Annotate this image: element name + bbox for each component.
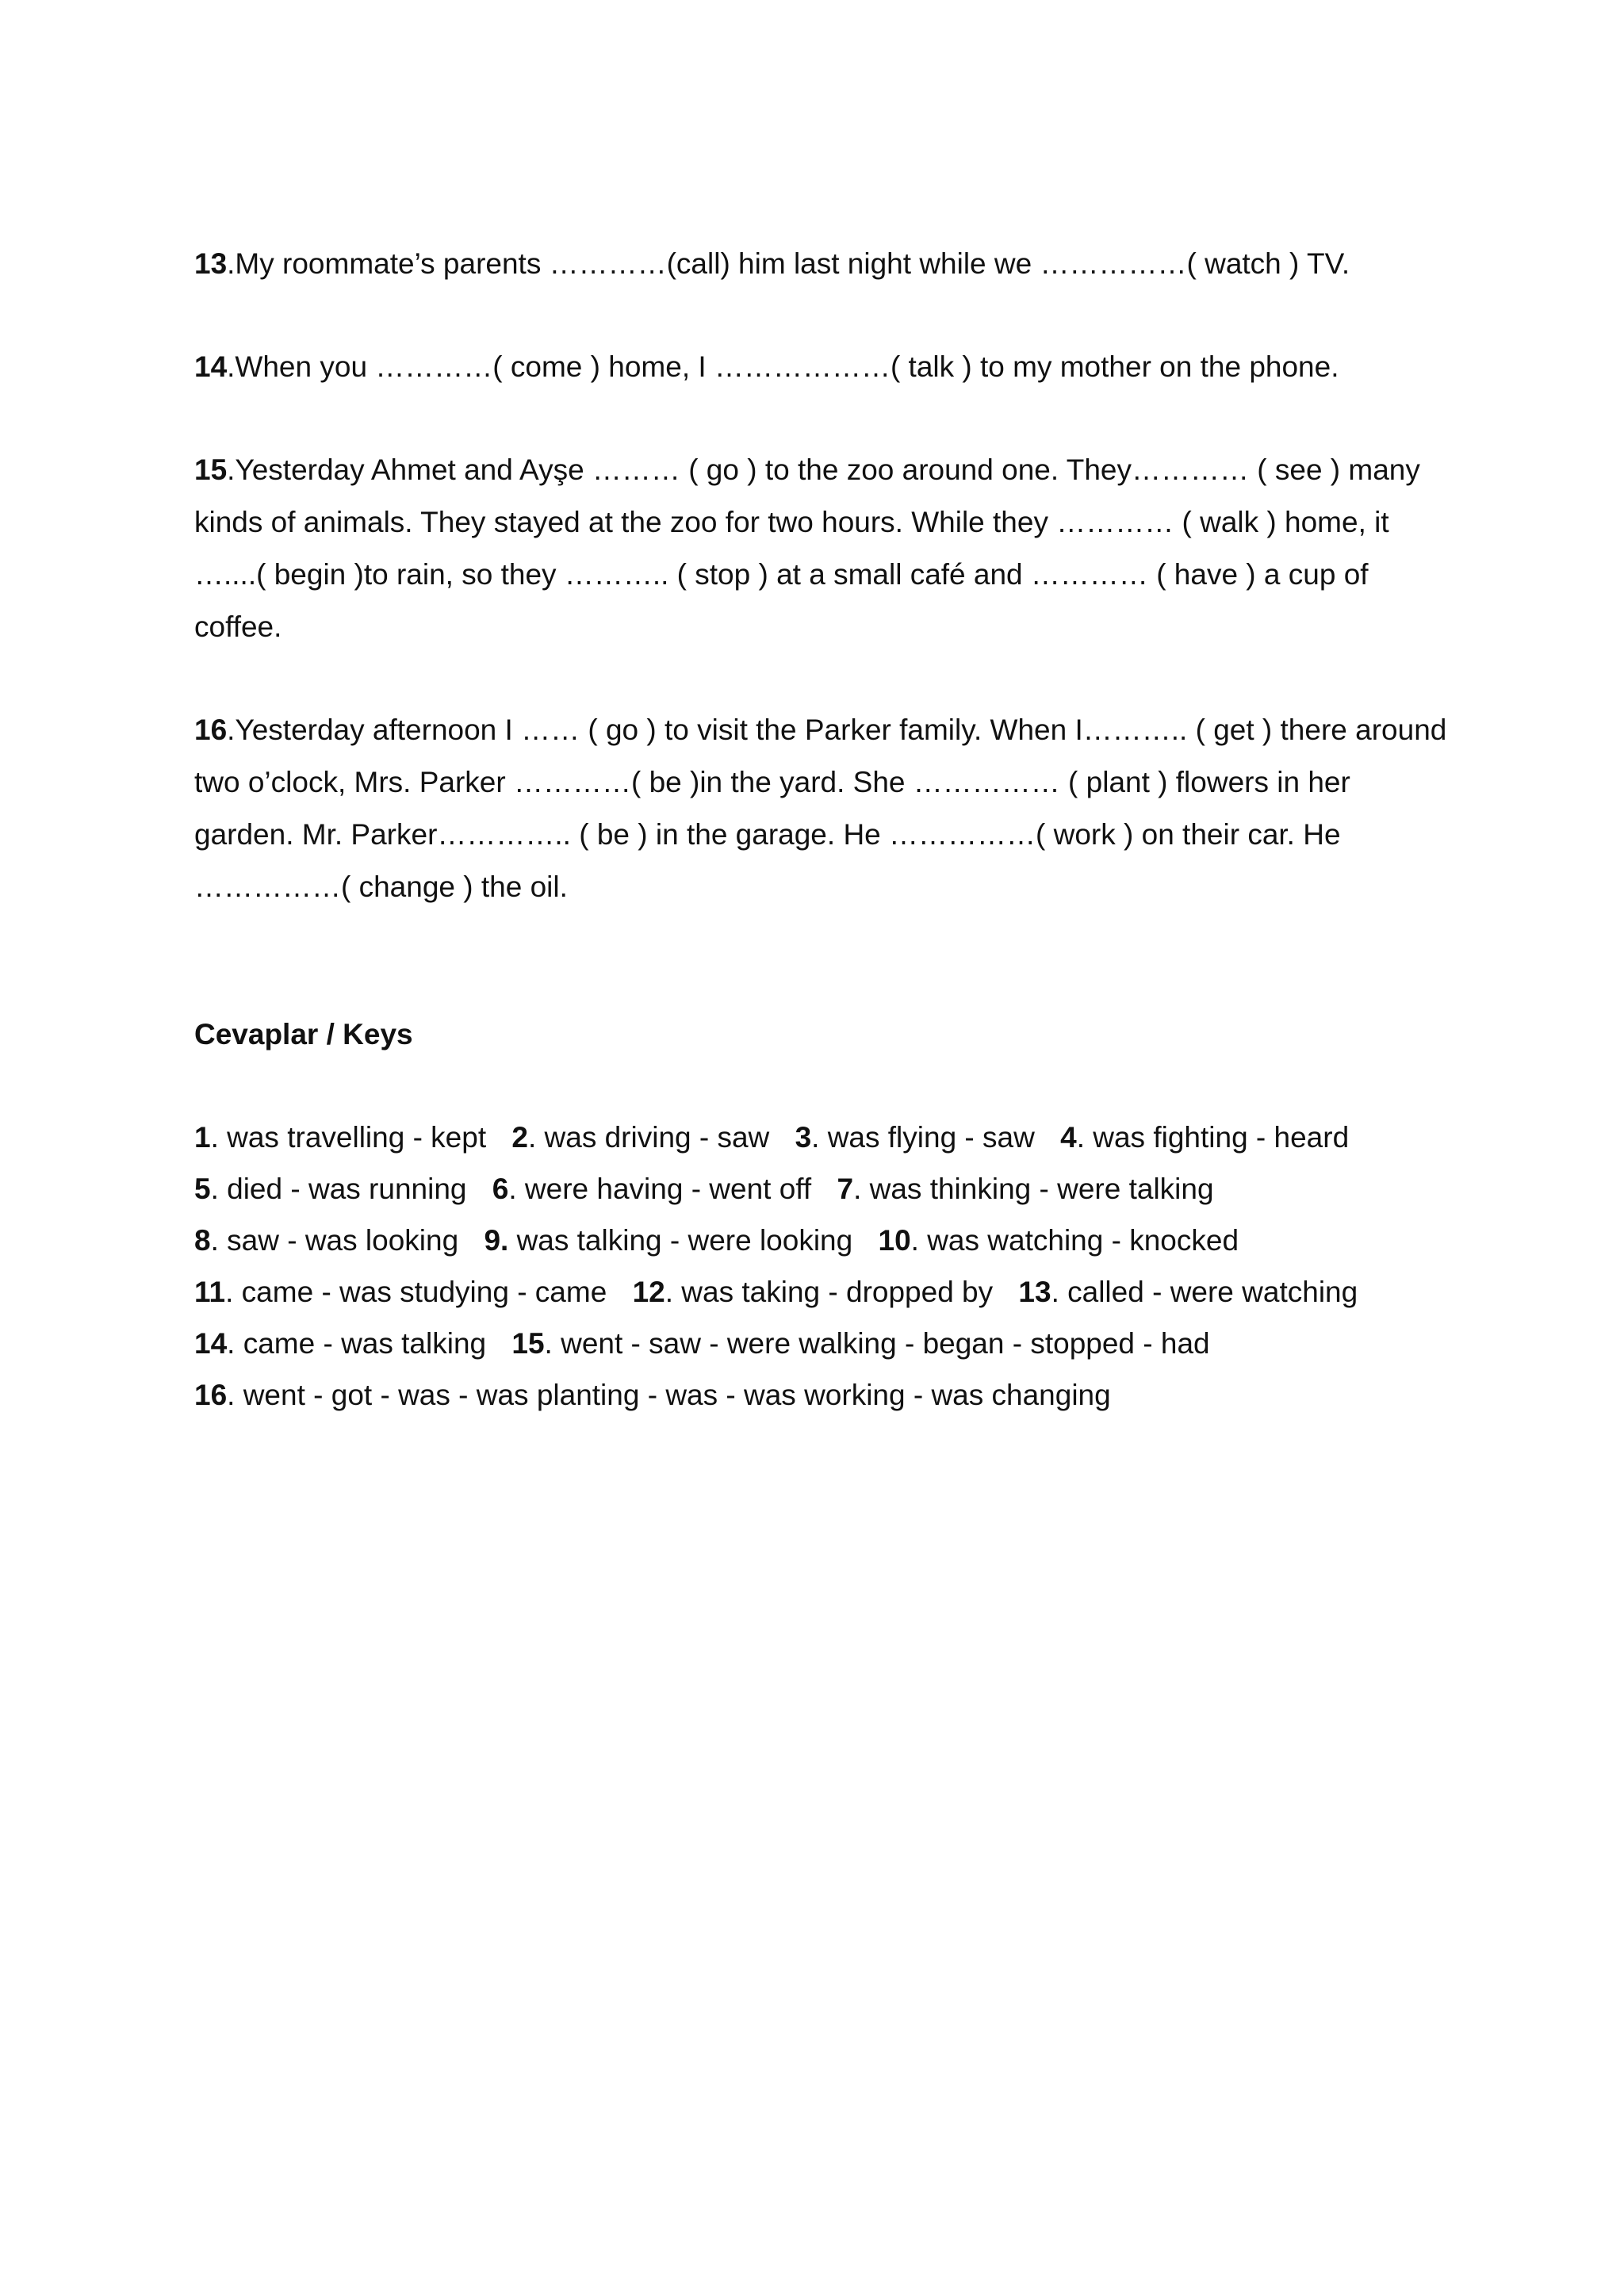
key-number: 1 bbox=[194, 1121, 211, 1154]
exercise-text: .Yesterday Ahmet and Ayşe ……… ( go ) to the zoo around one. They………… ( see ) many kinds of animals. They stayed at the zoo for two hours. While they ………… ( walk ) home, it …....( begin )to rain, so they ……….. ( stop ) at a small café and ………… ( have ) a cup of coffee. bbox=[194, 453, 1420, 643]
answer-keys-line-4 bbox=[194, 1266, 1447, 1318]
key-number: 15 bbox=[511, 1327, 545, 1360]
exercise-number: 15 bbox=[194, 453, 228, 486]
key-number: 5 bbox=[194, 1173, 211, 1205]
key-answer: . was driving - saw bbox=[527, 1121, 770, 1154]
key-number: 16 bbox=[194, 1379, 228, 1411]
exercise-text: .Yesterday afternoon I …… ( go ) to visit the Parker family. When I……….. ( get ) there around two o’clock, Mrs. Parker …………( be )in the yard. She …………… ( plant ) flowers in her garden. Mr. Parker………….. ( be ) in the garage. He ……………( work ) on their car. He ……………( change ) the oil. bbox=[194, 714, 1447, 903]
key-answer: . was taking - dropped by bbox=[665, 1276, 994, 1308]
exercise-number: 13 bbox=[194, 247, 228, 280]
key-answer: . called - were watching bbox=[1051, 1276, 1358, 1308]
key-number: 13 bbox=[1018, 1276, 1051, 1308]
answer-keys-list bbox=[194, 1112, 1447, 1421]
key-answer: . died - was running bbox=[210, 1173, 467, 1205]
key-answer: . came - was talking bbox=[227, 1327, 487, 1360]
exercise-number: 16 bbox=[194, 714, 228, 746]
key-answer: . were having - went off bbox=[508, 1173, 812, 1205]
exercise-13 bbox=[194, 238, 1447, 290]
key-number: 11 bbox=[194, 1276, 226, 1308]
answer-keys-line-5 bbox=[194, 1318, 1447, 1369]
exercise-16 bbox=[194, 704, 1447, 913]
key-number: 7 bbox=[837, 1173, 854, 1205]
exercise-14 bbox=[194, 341, 1447, 393]
key-number: 8 bbox=[194, 1224, 211, 1257]
key-answer: . was flying - saw bbox=[811, 1121, 1035, 1154]
key-answer: . was thinking - were talking bbox=[853, 1173, 1214, 1205]
key-number: 10 bbox=[878, 1224, 911, 1257]
key-answer: . was watching - knocked bbox=[910, 1224, 1239, 1257]
key-number: 2 bbox=[511, 1121, 528, 1154]
key-number: 14 bbox=[194, 1327, 228, 1360]
key-number: 4 bbox=[1060, 1121, 1077, 1154]
key-number: 3 bbox=[795, 1121, 812, 1154]
key-number: 12 bbox=[632, 1276, 665, 1308]
key-answer: was talking - were looking bbox=[508, 1224, 853, 1257]
answer-keys-line-6 bbox=[194, 1369, 1447, 1421]
key-answer: . saw - was looking bbox=[210, 1224, 459, 1257]
answer-keys-line-1 bbox=[194, 1112, 1447, 1163]
key-number: 9. bbox=[484, 1224, 509, 1257]
exercise-number: 14 bbox=[194, 350, 228, 383]
key-answer: . was fighting - heard bbox=[1076, 1121, 1350, 1154]
answer-keys-line-2 bbox=[194, 1163, 1447, 1215]
exercise-15 bbox=[194, 444, 1447, 653]
key-answer: . went - got - was - was planting - was - was working - was changing bbox=[227, 1379, 1111, 1411]
answer-keys-line-3 bbox=[194, 1215, 1447, 1266]
answer-keys-heading: Cevaplar / Keys bbox=[194, 1018, 413, 1050]
exercise-text: .When you …………( come ) home, I ………………( talk ) to my mother on the phone. bbox=[227, 350, 1339, 383]
key-answer: . was travelling - kept bbox=[210, 1121, 487, 1154]
exercise-text: .My roommate’s parents …………(call) him last night while we ……………( watch ) TV. bbox=[227, 247, 1350, 280]
document-content bbox=[194, 238, 1447, 1421]
key-answer: . came - was studying - came bbox=[225, 1276, 607, 1308]
key-answer: . went - saw - were walking - began - stopped - had bbox=[544, 1327, 1210, 1360]
key-number: 6 bbox=[492, 1173, 509, 1205]
